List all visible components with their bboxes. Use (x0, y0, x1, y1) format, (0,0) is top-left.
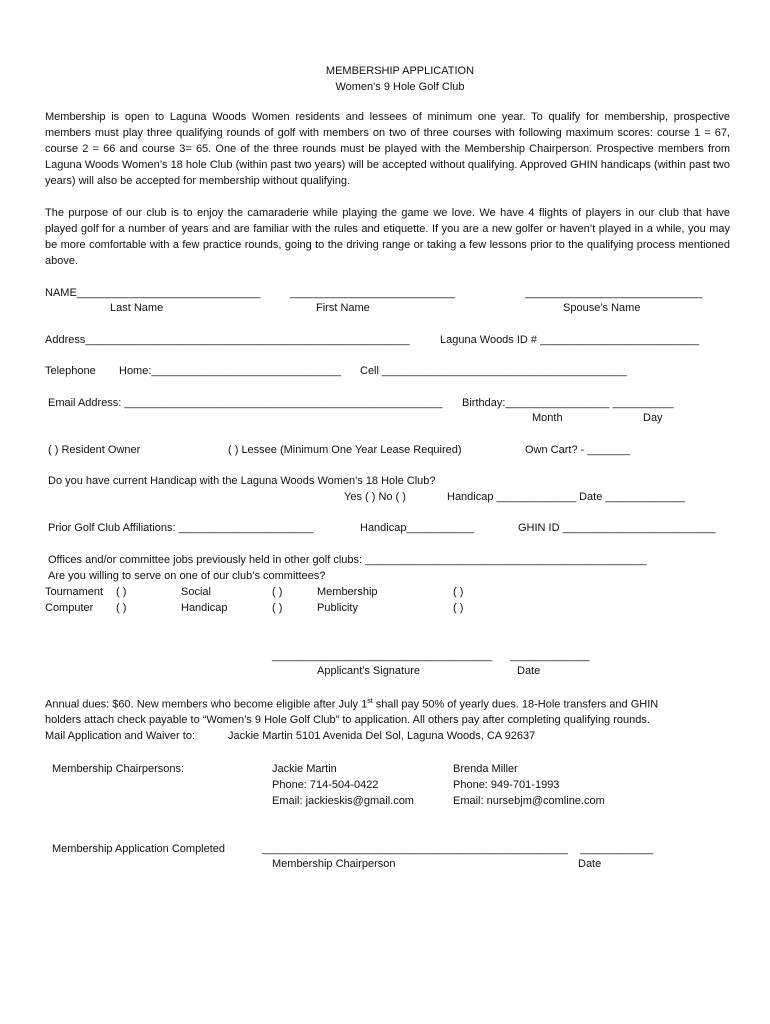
dues-ordinal-suffix: st (367, 698, 373, 705)
home-phone-field[interactable]: Home:_______________________________ (119, 365, 342, 377)
completion-date-field[interactable]: ____________ (580, 843, 654, 855)
handicap-yes-no[interactable]: Yes ( ) No ( ) (344, 491, 406, 503)
dues-line-1-end: shall pay 50% of yearly dues. 18-Hole transfers and GHIN (372, 698, 659, 711)
committee-handicap-label: Handicap (181, 602, 228, 614)
chairperson-1-phone: Phone: 714-504-0422 (272, 779, 379, 791)
handicap-date-field[interactable]: Handicap _____________ Date _____________ (447, 491, 685, 503)
cell-phone-field[interactable]: Cell ________________________________________ (360, 365, 627, 377)
committee-membership-label: Membership (317, 586, 378, 598)
name-field[interactable]: NAME______________________________ (45, 287, 261, 299)
chairperson-2-phone: Phone: 949-701-1993 (453, 779, 560, 791)
chairpersons-label: Membership Chairpersons: (52, 763, 185, 775)
committee-tournament-label: Tournament (45, 586, 104, 598)
committee-publicity-checkbox[interactable]: ( ) (453, 602, 464, 614)
document-subtitle: Women's 9 Hole Golf Club (335, 81, 465, 93)
committee-tournament-checkbox[interactable]: ( ) (116, 586, 127, 598)
day-label: Day (643, 412, 663, 424)
mail-address: Jackie Martin 5101 Avenida Del Sol, Laguna Woods, CA 92637 (228, 730, 536, 742)
chairperson-2-name: Brenda Miller (453, 763, 518, 775)
laguna-woods-id-field[interactable]: Laguna Woods ID # __________________________ (440, 334, 700, 346)
handicap-question: Do you have current Handicap with the Laguna Woods Women's 18 Hole Club? (48, 475, 436, 487)
applicant-signature-label: Applicant's Signature (317, 665, 420, 677)
chairperson-1-email: Email: jackieskis@gmail.com (272, 795, 414, 807)
serve-question: Are you willing to serve on one of our club’s committees? (48, 570, 326, 582)
handicap-field[interactable]: Handicap___________ (360, 522, 474, 534)
resident-owner-checkbox[interactable]: ( ) Resident Owner (48, 444, 141, 456)
spouse-name-label: Spouse’s Name (563, 302, 641, 314)
address-field[interactable]: Address_____________________________________________________ (45, 334, 410, 346)
own-cart-field[interactable]: Own Cart? - _______ (525, 444, 631, 456)
committee-computer-label: Computer (45, 602, 94, 614)
intro-paragraph-1: Membership is open to Laguna Woods Women residents and lessees of minimum one year. To qualify for membership, prospective members must play three qualifying rounds of golf with members on two of three courses with following maximum scores: course 1 = 67, course 2 = 66 and course 3= 65. One of the three rounds must be played with the Membership Chairperson. Prospective members from Laguna Woods Women’s 18 hole Club (within past two years) will be accepted without qualifying. Approved GHIN handicaps (within past two years) will also be accepted for membership without qualifying. (45, 111, 730, 187)
chairperson-signature-field[interactable]: __________________________________________________ (262, 843, 568, 855)
signature-date-label: Date (517, 665, 541, 677)
completion-date-label: Date (578, 858, 602, 870)
lessee-checkbox[interactable]: ( ) Lessee (Minimum One Year Lease Required) (228, 444, 462, 456)
offices-field[interactable]: Offices and/or committee jobs previously held in other golf clubs: ______________________________________________ (48, 554, 647, 566)
committee-social-checkbox[interactable]: ( ) (272, 586, 283, 598)
month-label: Month (532, 412, 563, 424)
dues-line-2: holders attach check payable to “Women’s 9 Hole Golf Club” to application. All others pay after completing qualifying rounds. (45, 714, 650, 726)
dues-line-1 (45, 695, 658, 712)
chairperson-2-email: Email: nursebjm@comline.com (453, 795, 605, 807)
committee-publicity-label: Publicity (317, 602, 358, 614)
committee-membership-checkbox[interactable]: ( ) (453, 586, 464, 598)
document-title: MEMBERSHIP APPLICATION (325, 65, 475, 77)
email-field[interactable]: Email Address: ____________________________________________________ (48, 397, 443, 409)
spouse-name-field[interactable]: _____________________________ (525, 287, 703, 299)
chairperson-1-name: Jackie Martin (272, 763, 337, 775)
mail-label: Mail Application and Waiver to: (45, 730, 195, 742)
intro-paragraph-2: The purpose of our club is to enjoy the camaraderie while playing the game we love. We have 4 flights of players in our club that have played golf for a number of years and are familiar with the rules and etiquette. If you are a new golfer or haven’t played in a while, you may be more comfortable with a few practice rounds, going to the driving range or taking a few lessons prior to the qualifying process mentioned above. (45, 207, 730, 267)
committee-handicap-checkbox[interactable]: ( ) (272, 602, 283, 614)
prior-affiliations-field[interactable]: Prior Golf Club Affiliations: ______________________ (48, 522, 314, 534)
telephone-label: Telephone (45, 365, 96, 377)
applicant-signature-field[interactable]: ____________________________________ (272, 650, 493, 662)
last-name-label: Last Name (110, 302, 164, 314)
completion-label: Membership Application Completed (52, 843, 226, 855)
ghin-id-field[interactable]: GHIN ID _________________________ (518, 522, 716, 534)
dues-line-1-start: Annual dues: $60. New members who become eligible after July 1 (45, 698, 368, 711)
birthday-field[interactable]: Birthday:_________________ __________ (462, 397, 674, 409)
committee-social-label: Social (181, 586, 211, 598)
chairperson-signature-label: Membership Chairperson (272, 858, 396, 870)
committee-computer-checkbox[interactable]: ( ) (116, 602, 127, 614)
first-name-label: First Name (316, 302, 370, 314)
first-name-field[interactable]: ___________________________ (290, 287, 456, 299)
signature-date-field[interactable]: _____________ (510, 650, 590, 662)
